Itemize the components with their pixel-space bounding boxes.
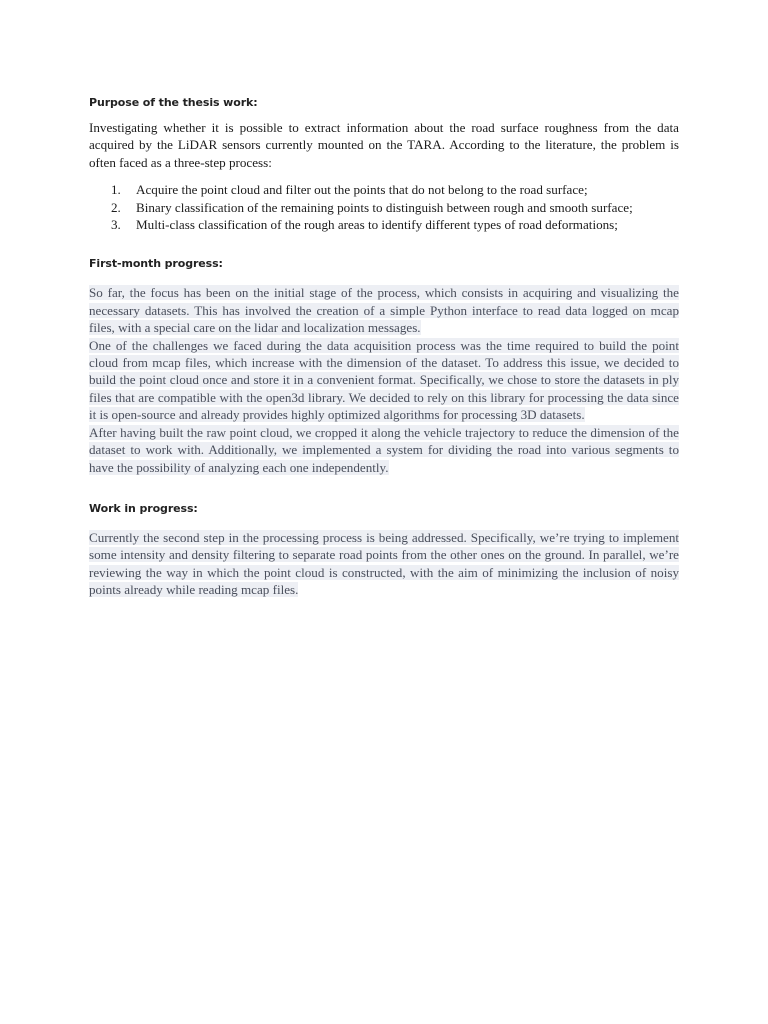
work-in-progress-paragraph: Currently the second step in the processing process is being addressed. Specifically, we’re trying to implement some intensity and density filtering to separate road points from the other ones on the ground. In parallel, we’re reviewing the way in which the point cloud is constructed, with the aim of minimizing the inclusion of noisy points already while reading mcap files. — [89, 529, 679, 598]
list-item — [89, 199, 679, 216]
first-month-body — [89, 284, 679, 475]
first-month-paragraph: One of the challenges we faced during the data acquisition process was the time required to build the point cloud from mcap files, which increase with the dimension of the dataset. To address this issue, we decided to build the point cloud once and store it in a convenient format. Specifically, we chose to store the datasets in ply files that are compatible with the open3d library. We decided to rely on this library for processing the data since it is open-source and already provides highly optimized algorithms for processing 3D datasets. — [89, 337, 679, 423]
document-body — [89, 92, 679, 599]
list-item-text: Binary classification of the remaining points to distinguish between rough and smooth surface; — [136, 199, 633, 215]
list-item-number: 3. — [111, 217, 121, 233]
purpose-heading: Purpose of the thesis work: — [89, 96, 258, 109]
process-steps-list — [89, 181, 679, 233]
purpose-section — [89, 96, 679, 233]
purpose-intro-paragraph: Investigating whether it is possible to extract information about the road surface roughness from the data acquired by the LiDAR sensors currently mounted on the TARA. According to the literature, the problem is often faced as a three-step process: — [89, 120, 679, 170]
list-item-number: 1. — [111, 182, 121, 198]
first-month-paragraph: After having built the raw point cloud, we cropped it along the vehicle trajectory to reduce the dimension of the dataset to work with. Additionally, we implemented a system for dividing the road into various segments to have the possibility of analyzing each one independently. — [89, 424, 679, 475]
work-in-progress-heading: Work in progress: — [89, 501, 198, 515]
list-item-text: Multi-class classification of the rough areas to identify different types of road deformations; — [136, 217, 618, 233]
first-month-paragraph: So far, the focus has been on the initial stage of the process, which consists in acquiring and visualizing the necessary datasets. This has involved the creation of a simple Python interface to read data logged on mcap files, with a special care on the lidar and localization messages. — [89, 285, 679, 336]
list-item — [89, 216, 679, 233]
list-item — [89, 181, 679, 198]
first-month-section — [89, 257, 679, 475]
list-item-text: Acquire the point cloud and filter out the points that do not belong to the road surface; — [136, 182, 588, 198]
work-in-progress-section — [89, 502, 679, 599]
first-month-heading: First-month progress: — [89, 257, 223, 271]
work-in-progress-body — [89, 529, 679, 599]
list-item-number: 2. — [111, 199, 121, 215]
